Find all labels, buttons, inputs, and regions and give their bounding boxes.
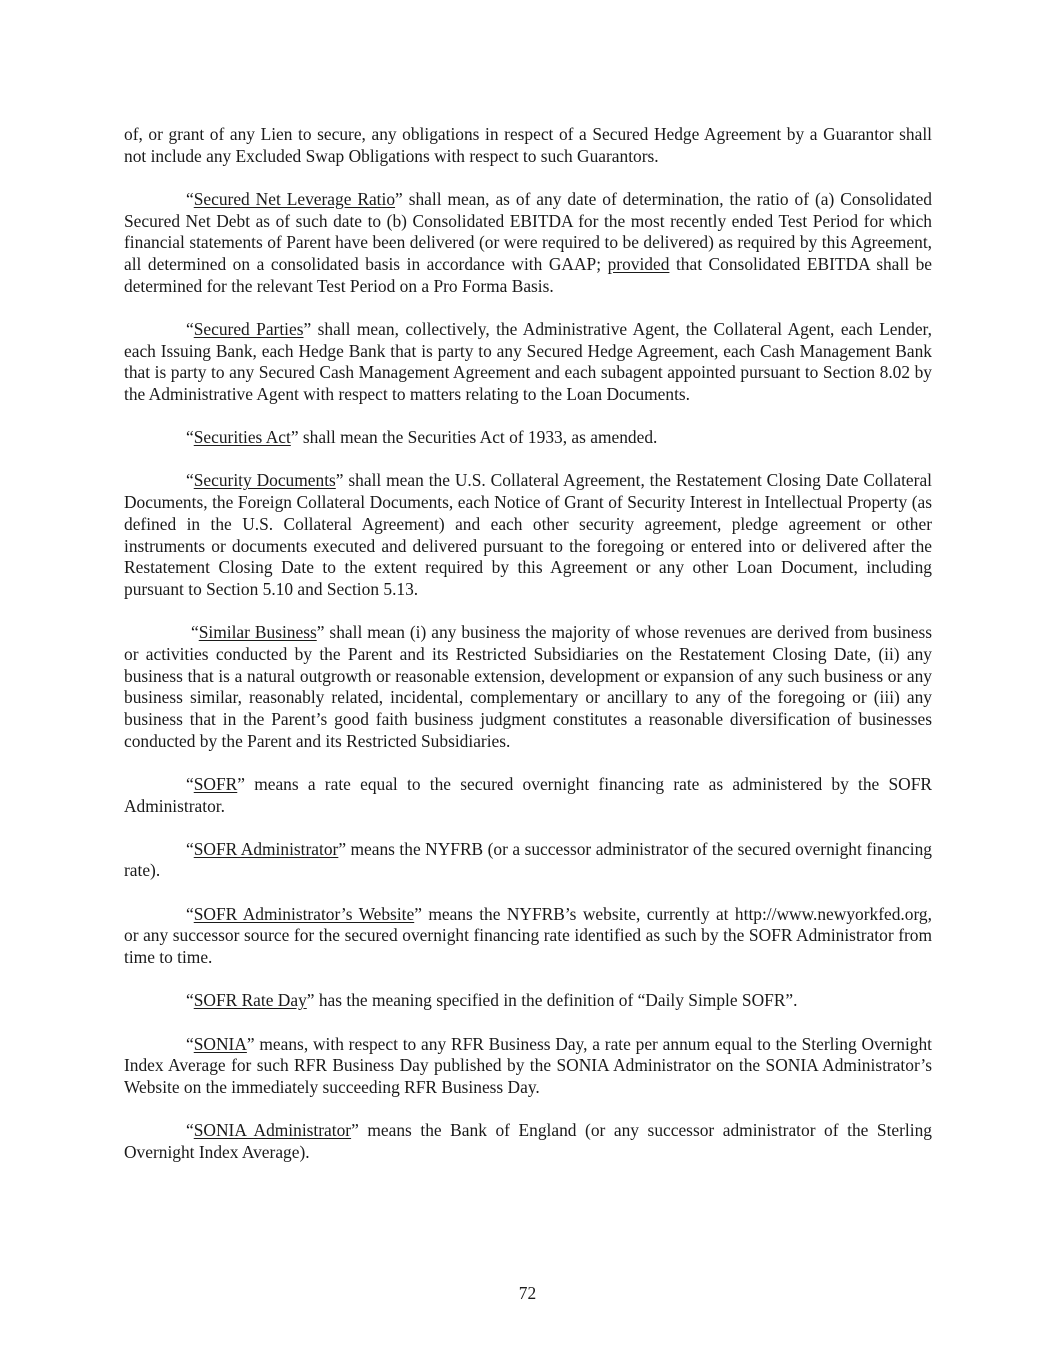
definition-text: ” means, with respect to any RFR Business Day, a rate per annum equal to the Sterling Overnight Index Average for such RFR Business Day published by the SONIA Administrator on the SONIA Administrator’s Website on the immediately succeeding RFR Business Day. [124,1033,932,1097]
definition-text: ” means a rate equal to the secured overnight financing rate as administered by the SOFR Administrator. [124,773,932,816]
definition-text: ” shall mean the Securities Act of 1933, as amended. [290,427,658,448]
definition-text: ” means the NYFRB (or a successor administrator of the secured overnight financing rate). [124,838,932,881]
defined-term: SOFR Rate Day [193,990,307,1011]
definition-security-documents: “Security Documents” shall mean the U.S. Collateral Agreement, the Restatement Closing Date Collateral Documents, the Foreign Collateral Documents, each Notice of Grant of Security Interest in Intellectual Property (as defined in the U.S. Collateral Agreement) and each other security agreement, pledge agreement or other instruments or documents executed and delivered pursuant to the foregoing or entered into or delivered after the Restatement Closing Date to the extent required by this Agreement or any other Loan Document, including pursuant to Section 5.10 and Section 5.13. [124,470,932,599]
definition-secured-parties: “Secured Parties” shall mean, collectively, the Administrative Agent, the Collateral Agent, each Lender, each Issuing Bank, each Hedge Bank that is party to any Secured Hedge Agreement, each Cash Management Bank that is party to any Secured Cash Management Agreement and each subagent appointed pursuant to Section 8.02 by the Administrative Agent with respect to matters relating to the Loan Documents. [124,318,932,405]
defined-term: Secured Parties [193,318,304,339]
underlined-word: provided [607,254,670,275]
defined-term: Secured Net Leverage Ratio [193,188,396,209]
definition-text: ” means the Bank of England (or any successor administrator of the Sterling Overnight Index Average). [124,1120,932,1162]
document-page [124,124,932,1185]
paragraph-continuation [124,124,932,167]
defined-term: SOFR Administrator [193,838,339,859]
definition-sofr-administrators-website: “SOFR Administrator’s Website” means the NYFRB’s website, currently at http://www.newyorkfed.org, or any successor source for the secured overnight financing rate identified as such by the SOFR Administrator from time to time. [124,903,932,968]
definition-securities-act: “Securities Act” shall mean the Securities Act of 1933, as amended. [186,427,658,448]
paragraph-text: of, or grant of any Lien to secure, any obligations in respect of a Secured Hedge Agreement by a Guarantor shall not include any Excluded Swap Obligations with respect to such Guarantors. [124,124,932,166]
definition-secured-net-leverage-ratio: “Secured Net Leverage Ratio” shall mean, as of any date of determination, the ratio of (a) Consolidated Secured Net Debt as of such date to (b) Consolidated EBITDA for the most recently ended Test Period for which financial statements of Parent have been delivered (or were required to be delivered) as required by this Agreement, all determined on a consolidated basis in accordance with GAAP; provided that Consolidated EBITDA shall be determined for the relevant Test Period on a Pro Forma Basis. [124,188,932,296]
definition-sofr-rate-day: “SOFR Rate Day” has the meaning specified in the definition of “Daily Simple SOFR”. [186,990,798,1011]
definition-text: ” shall mean the U.S. Collateral Agreement, the Restatement Closing Date Collateral Documents, the Foreign Collateral Documents, each Notice of Grant of Security Interest in Intellectual Property (as defined in the U.S. Collateral Agreement) and each other security agreement, pledge agreement or other instruments or documents executed and delivered pursuant to the foregoing or entered into or delivered after the Restatement Closing Date to the extent required by this Agreement or any other Loan Document, including pursuant to Section 5.10 and Section 5.13. [124,470,932,599]
page-number: 72 [518,1283,537,1303]
defined-term: Similar Business [198,622,317,643]
definition-text: ” has the meaning specified in the definition of “Daily Simple SOFR”. [306,990,798,1011]
definition-text-after: that Consolidated EBITDA shall be determined for the relevant Test Period on a Pro Forma Basis. [124,254,932,296]
definition-sonia: “SONIA” means, with respect to any RFR Business Day, a rate per annum equal to the Sterling Overnight Index Average for such RFR Business Day published by the SONIA Administrator on the SONIA Administrator’s Website on the immediately succeeding RFR Business Day. [124,1033,932,1097]
definition-text: ” shall mean, collectively, the Administrative Agent, the Collateral Agent, each Lender, each Issuing Bank, each Hedge Bank that is party to any Secured Hedge Agreement, each Cash Management Bank that is party to any Secured Cash Management Agreement and each subagent appointed pursuant to Section 8.02 by the Administrative Agent with respect to matters relating to the Loan Documents. [124,318,932,405]
definition-sofr-administrator: “SOFR Administrator” means the NYFRB (or a successor administrator of the secured overnight financing rate). [124,838,932,881]
defined-term: SONIA [193,1033,247,1054]
defined-term: SONIA Administrator [193,1120,352,1141]
definition-sofr: “SOFR” means a rate equal to the secured overnight financing rate as administered by the SOFR Administrator. [124,773,932,816]
definition-sonia-administrator: “SONIA Administrator” means the Bank of England (or any successor administrator of the Sterling Overnight Index Average). [124,1120,932,1162]
definition-similar-business: “Similar Business” shall mean (i) any business the majority of whose revenues are derived from business or activities conducted by the Parent and its Restricted Subsidiaries on the Restatement Closing Date, (ii) any business that is a natural outgrowth or reasonable extension, development or expansion of any such business or any business similar, reasonably related, incidental, complementary or ancillary to any of the foregoing or (iii) any business that in the Parent’s good faith business judgment constitutes a reasonable diversification of businesses conducted by the Parent and its Restricted Subsidiaries. [124,622,932,751]
defined-term: SOFR [193,773,238,794]
definition-text: ” shall mean, as of any date of determination, the ratio of (a) Consolidated Secured Net Debt as of such date to (b) Consolidated EBITDA for the most recently ended Test Period for which financial statements of Parent have been delivered (or were required to be delivered) as required by this Agreement, all determined on a consolidated basis in accordance with GAAP; [124,188,932,275]
defined-term: Security Documents [193,470,336,491]
defined-term: Securities Act [193,427,291,448]
definition-text: ” shall mean (i) any business the majority of whose revenues are derived from business or activities conducted by the Parent and its Restricted Subsidiaries on the Restatement Closing Date, (ii) any business that is a natural outgrowth or reasonable extension, development or expansion of any such business or any business similar, reasonably related, incidental, complementary or ancillary to any of the foregoing or (iii) any business that in the Parent’s good faith business judgment constitutes a reasonable diversification of businesses conducted by the Parent and its Restricted Subsidiaries. [124,622,932,751]
defined-term: SOFR Administrator’s Website [193,903,415,924]
definition-text: ” means the NYFRB’s website, currently at http://www.newyorkfed.org, or any successor source for the secured overnight financing rate identified as such by the SOFR Administrator from time to time. [124,903,932,968]
